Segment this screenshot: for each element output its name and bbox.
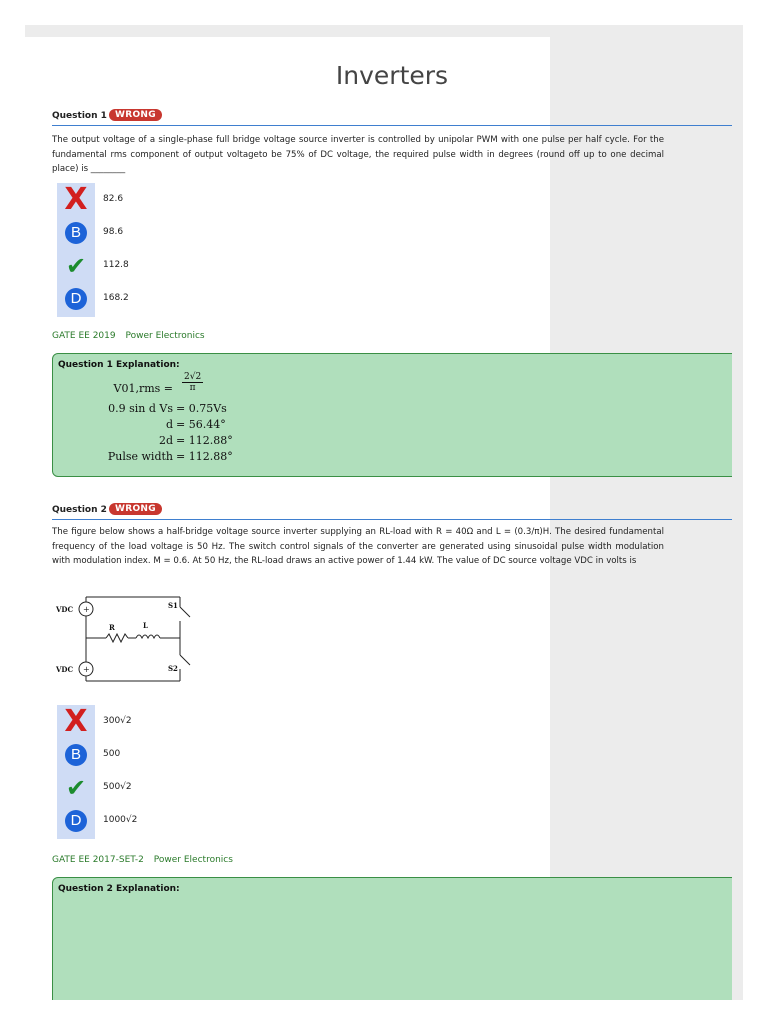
- explanation-line-2: 0.9 sin d Vs = 0.75Vs: [108, 402, 227, 415]
- explanation-title: Question 2 Explanation:: [58, 884, 180, 894]
- switch-s1-label: S1: [168, 601, 178, 610]
- question-1-explanation: [52, 353, 732, 477]
- letter-b-icon: B: [57, 217, 95, 249]
- option-value: 98.6: [103, 227, 124, 237]
- explanation-line-1: V01,rms = $\frac{2√2}{\pi}$: [113, 372, 202, 395]
- question-2-option-c[interactable]: [57, 772, 457, 804]
- question-2-option-b[interactable]: [57, 739, 457, 771]
- question-2-option-a[interactable]: [57, 706, 457, 738]
- question-1-option-c[interactable]: [57, 250, 457, 282]
- vdc-bottom-label: VDC: [56, 665, 74, 674]
- svg-text:+: +: [83, 665, 90, 674]
- question-1-tags: [52, 331, 212, 341]
- question-1-text: The output voltage of a single-phase full bridge voltage source inverter is controlled by unipolar PWM with one pulse per half cycle. For the fundamental rms component of output voltageto be 75% of DC voltage, the required pulse width in degrees (round off up to one decimal place) is ________: [52, 135, 664, 174]
- exam-tag[interactable]: GATE EE 2017-SET-2: [52, 855, 144, 865]
- option-value: 1000√2: [103, 815, 138, 825]
- question-2-status-badge: WRONG: [109, 503, 162, 515]
- check-icon: ✔: [65, 774, 87, 802]
- top-band: [0, 0, 768, 25]
- inductor-label: L: [143, 621, 148, 630]
- question-2-option-d[interactable]: [57, 805, 457, 837]
- letter-d-icon: D: [57, 283, 95, 315]
- check-icon: ✔: [65, 252, 87, 280]
- question-1-header: [52, 109, 732, 126]
- explanation-line-5: Pulse width = 112.88°: [107, 450, 233, 463]
- question-1-option-a[interactable]: [57, 184, 457, 216]
- subject-tag[interactable]: Power Electronics: [125, 331, 205, 341]
- question-1-option-d[interactable]: [57, 283, 457, 315]
- question-2-label: Question 2: [52, 505, 107, 515]
- option-value: 168.2: [103, 293, 129, 303]
- letter-d-icon: D: [57, 805, 95, 837]
- option-value: 500√2: [103, 782, 132, 792]
- page-title: Inverters: [335, 61, 449, 90]
- option-value: 500: [103, 749, 121, 759]
- option-value: 82.6: [103, 194, 124, 204]
- option-value: 300√2: [103, 716, 132, 726]
- subject-tag[interactable]: Power Electronics: [153, 855, 233, 865]
- question-2-tags: [52, 855, 240, 865]
- vdc-top-label: VDC: [56, 605, 74, 614]
- letter-b-icon: B: [57, 739, 95, 771]
- cross-icon: X: [64, 704, 88, 739]
- cross-icon: X: [64, 182, 88, 217]
- question-2-text: The figure below shows a half-bridge voltage source inverter supplying an RL-load with R = 40Ω and L = (0.3/π)H. The desired fundamental frequency of the load voltage is 50 Hz. The switch control signals of the converter are generated using sinusoidal pulse width modulation with modulation index. M = 0.6. At 50 Hz, the RL-load draws an active power of 1.44 kW. The value of DC source voltage VDC in volts is: [52, 527, 664, 566]
- exam-tag[interactable]: GATE EE 2019: [52, 331, 116, 341]
- switch-s2-label: S2: [168, 664, 178, 673]
- explanation-title: Question 1 Explanation:: [58, 360, 180, 370]
- question-1-status-badge: WRONG: [109, 109, 162, 121]
- option-value: 112.8: [103, 260, 129, 270]
- question-1-option-b[interactable]: [57, 217, 457, 249]
- half-bridge-inverter-circuit: [52, 593, 212, 685]
- explanation-line-3: d = 56.44°: [165, 418, 226, 431]
- explanation-line-4: 2d = 112.88°: [158, 434, 233, 447]
- question-1-label: Question 1: [52, 111, 107, 121]
- question-2-explanation: [52, 877, 732, 1000]
- svg-text:+: +: [83, 605, 90, 614]
- document-content: [52, 37, 732, 1000]
- question-2-header: [52, 503, 732, 520]
- resistor-label: R: [109, 623, 115, 632]
